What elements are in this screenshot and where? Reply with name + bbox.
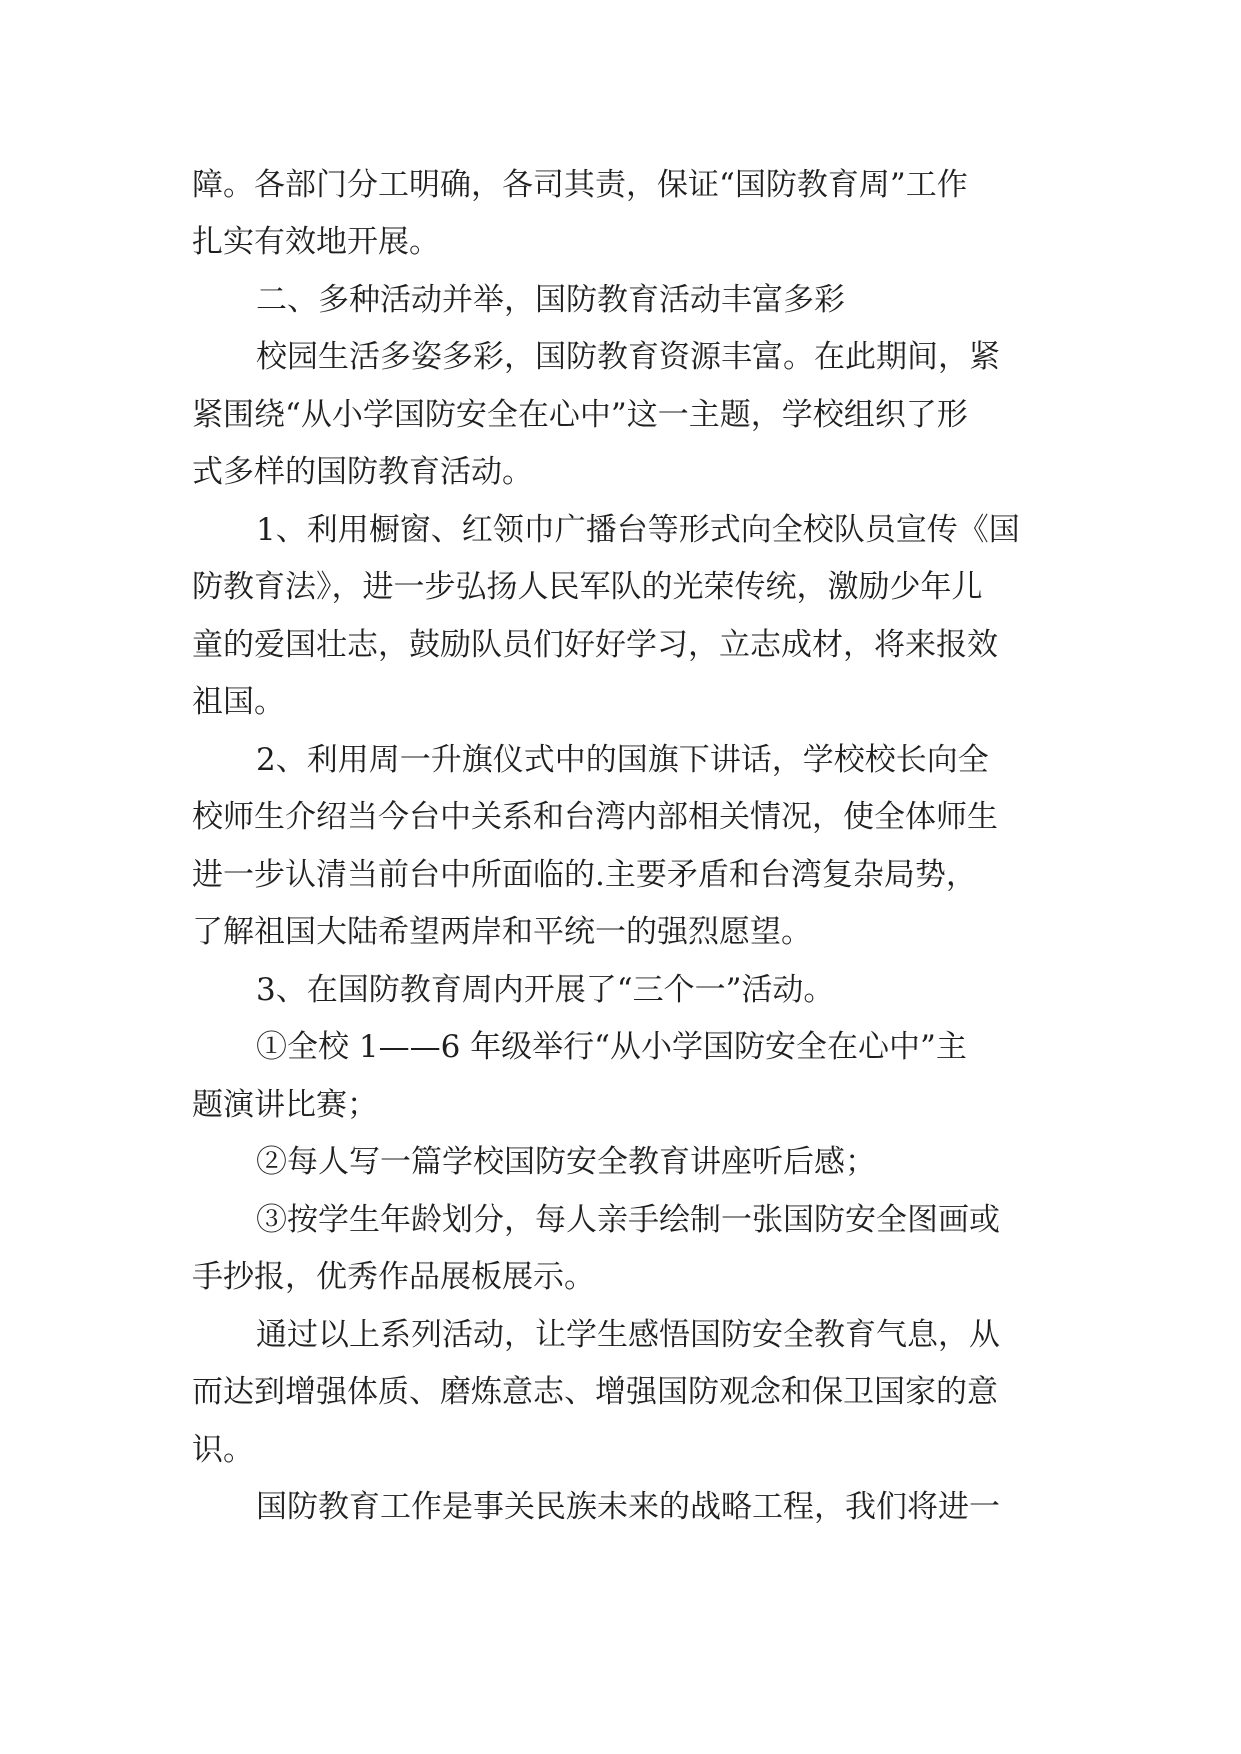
list-item: ①全校 1——6 年级举行“从小学国防安全在心中”主 [256,1029,967,1065]
text-line: 进一步认清当前台中所面临的.主要矛盾和台湾复杂局势， [192,857,977,893]
text-line: 祖国。 [192,684,285,720]
text-line: 3、在国防教育周内开展了“三个一”活动。 [256,972,835,1008]
text-line: 1、利用橱窗、红领巾广播台等形式向全校队员宣传《国 [256,512,1020,548]
text-line: 手抄报，优秀作品展板展示。 [192,1259,595,1295]
text-line: 国防教育工作是事关民族未来的战略工程，我们将进一 [256,1489,1000,1525]
text-line: 校园生活多姿多彩，国防教育资源丰富。在此期间，紧 [256,339,1000,375]
text-line: 防教育法》，进一步弘扬人民军队的光荣传统，激励少年儿 [192,569,983,605]
text-line: 了解祖国大陆希望两岸和平统一的强烈愿望。 [192,914,812,950]
text-line: 而达到增强体质、磨炼意志、增强国防观念和保卫国家的意 [192,1374,998,1410]
text-line: 校师生介绍当今台中关系和台湾内部相关情况，使全体师生 [192,799,998,835]
text-line: 2、利用周一升旗仪式中的国旗下讲话，学校校长向全 [256,742,989,778]
text-line: 识。 [192,1432,254,1468]
section-heading: 二、多种活动并举，国防教育活动丰富多彩 [256,282,845,318]
list-item: ③按学生年龄划分，每人亲手绘制一张国防安全图画或 [256,1202,1000,1238]
text-line: 题演讲比赛； [192,1087,378,1123]
text-line: 通过以上系列活动，让学生感悟国防安全教育气息，从 [256,1317,1000,1353]
text-line: 紧围绕“从小学国防安全在心中”这一主题，学校组织了形 [192,397,968,433]
text-line: 童的爱国壮志，鼓励队员们好好学习，立志成材，将来报效 [192,627,998,663]
list-item: ②每人写一篇学校国防安全教育讲座听后感； [256,1144,876,1180]
text-line: 式多样的国防教育活动。 [192,454,533,490]
text-line: 障。各部门分工明确，各司其责，保证“国防教育周”工作 [192,167,968,203]
text-line: 扎实有效地开展。 [192,224,440,260]
